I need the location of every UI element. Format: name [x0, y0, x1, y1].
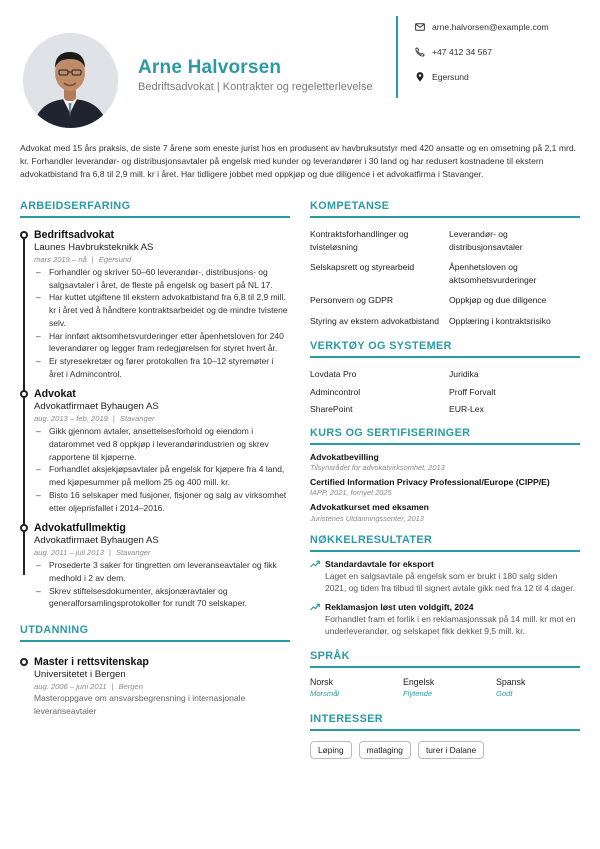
- language-list: [310, 676, 580, 699]
- timeline-dot: [20, 231, 28, 239]
- language-level: Godt: [496, 689, 513, 699]
- contact-location: [415, 72, 469, 82]
- cert-name: Certified Information Privacy Professional/Europe (CIPP/E): [310, 476, 550, 487]
- job-company: Launes Havbruksteknikk AS: [34, 242, 154, 253]
- job-bullet: – Skrev stiftelsesdokumenter, aksjonæravtaler og generalforsamlingsprotokoller for rundt 70 selskaper.: [34, 585, 290, 610]
- job-bullet: – Er styresekretær og fører protokollen fra 10–12 styremøter i året i Admincontrol.: [34, 355, 290, 380]
- timeline-dot: [20, 390, 28, 398]
- job-title: Advokat: [34, 388, 76, 401]
- competence-item: Oppkjøp og due diligence: [449, 295, 547, 305]
- job-bullets: [34, 425, 290, 514]
- cert-issuer: Tilsynsrådet for advokatvirksomhet, 2013: [310, 463, 445, 473]
- map-pin-icon: [415, 72, 425, 82]
- job-entry: [20, 229, 290, 380]
- section-title-competence: KOMPETANSE: [310, 200, 580, 218]
- achievement-description: Forhandlet fram et forlik i en reklamasjonssak på 14 mill. kr mot en underleverandør, og selskapet fikk dekket 9,5 mill. kr.: [325, 613, 576, 637]
- job-period: aug. 2013 – feb. 2019: [34, 414, 108, 424]
- right-column: [310, 200, 580, 759]
- interest-tag: turer i Dalane: [418, 741, 484, 759]
- job-bullet: – Forhandlet aksjekjøpsavtaler på engelsk for kjøpere fra 4 land, med kjøpesummer på mellom 25 og 400 mill. kr.: [34, 463, 290, 488]
- competence-item: Opplæring i kontraktsrisiko: [449, 315, 551, 326]
- interest-tags: [310, 741, 580, 759]
- timeline-dot: [20, 524, 28, 532]
- job-headline: Bedriftsadvokat | Kontrakter og regeletterlevelse: [138, 81, 373, 93]
- competence-item: Åpenhetsloven og aktsomhetsvurderinger: [449, 262, 537, 285]
- section-title-languages: SPRÅK: [310, 650, 580, 668]
- job-period: aug. 2011 – juli 2013: [34, 548, 104, 558]
- job-entry: [20, 522, 290, 610]
- education-description: Masteroppgave om ansvarsbegrensning i internasjonale leveranseavtaler: [34, 693, 246, 716]
- degree-title: Master i rettsvitenskap: [34, 656, 149, 669]
- tool-item: Proff Forvalt: [449, 386, 496, 397]
- job-bullets: [34, 559, 290, 610]
- trend-arrow-icon: [310, 603, 320, 611]
- tool-item: Juridika: [449, 369, 479, 379]
- job-place: Egersund: [98, 255, 132, 264]
- job-bullet: – Forhandler og skriver 50–60 leverandør-, distribusjons- og salgsavtaler i året, de fleste på engelsk og basert på NL 17.: [34, 266, 290, 291]
- competence-item: Personvern og GDPR: [310, 295, 394, 305]
- job-period: mars 2019 – nå: [34, 255, 87, 264]
- profile-summary: Advokat med 15 års praksis, de siste 7 årene som eneste jurist hos en produsent av havbruksutstyr med 420 ansatte og en omsetning på 2,1 mrd. kr. Forhandler leverandør- og distribusjonsavtaler på engelsk med kunder og leverandører i 30 land og har redusert kostnadene til ekstern advokatbistand fra 6,8 til 2,9 mill. kr i året. Har tidligere jobbet med oppkjøp og due diligence i et advokatfirma i Stavanger.: [20, 143, 577, 180]
- achievement-title: Standardavtale for eksport: [325, 558, 434, 569]
- job-bullet: – Bisto 16 selskaper med fusjoner, fisjoner og salg av virksomhet etter oljeprisfallet i 2014–2016.: [34, 489, 290, 514]
- job-meta: aug. 2013 – feb. 2019 | Stavanger: [34, 414, 155, 424]
- person-name: Arne Halvorsen: [138, 57, 282, 78]
- phone-icon: [415, 47, 425, 57]
- tool-item: SharePoint: [310, 404, 353, 414]
- trend-arrow-icon: [310, 560, 320, 568]
- section-title-achievements: NØKKELRESULTATER: [310, 534, 580, 552]
- interest-tag: matlaging: [359, 741, 411, 759]
- competence-item: Kontraktsforhandlinger og tvisteløsning: [310, 229, 409, 252]
- tools-grid: [310, 366, 580, 419]
- profile-photo: [23, 33, 118, 128]
- language-name: Engelsk: [403, 677, 435, 688]
- contact-phone[interactable]: [415, 47, 492, 57]
- experience-timeline: [20, 229, 290, 610]
- job-title: Bedriftsadvokat: [34, 229, 115, 241]
- job-title: Advokatfullmektig: [34, 522, 126, 535]
- email-text[interactable]: arne.halvorsen@example.com: [432, 22, 549, 32]
- job-bullet: – Har innført aktsomhetsvurderinger etter åpenhetsloven for 240 leverandører og legger fram redegjørelsen for styret hvert år.: [34, 330, 290, 355]
- language-level: Flytende: [403, 689, 433, 699]
- tool-item: Lovdata Pro: [310, 369, 357, 379]
- header-divider: [396, 16, 398, 98]
- section-title-experience: ARBEIDSERFARING: [20, 200, 290, 218]
- achievement-title: Reklamasjon løst uten voldgift, 2024: [325, 601, 474, 612]
- language-name: Spansk: [496, 677, 526, 688]
- job-company: Advokatfirmaet Byhaugen AS: [34, 401, 159, 413]
- language-item: [403, 676, 496, 699]
- job-place: Stavanger: [115, 548, 151, 558]
- education-entry: [20, 656, 290, 717]
- education-timeline: [20, 656, 290, 717]
- job-meta: mars 2019 – nå | Egersund: [34, 255, 132, 264]
- left-column: [20, 200, 290, 717]
- interest-tag: Løping: [310, 741, 352, 759]
- location-text: Egersund: [432, 72, 469, 82]
- tool-item: Admincontrol: [310, 386, 361, 397]
- section-title-certs: KURS OG SERTIFISERINGER: [310, 427, 580, 445]
- competence-grid: [310, 228, 580, 327]
- section-title-tools: VERKTØY OG SYSTEMER: [310, 340, 580, 358]
- cert-list: [310, 452, 580, 525]
- timeline-dot: [20, 658, 28, 666]
- competence-item: Leverandør- og distribusjonsavtaler: [449, 229, 523, 252]
- job-bullet: – Gikk gjennom avtaler, ansettelsesforhold og eiendom i datarommet ved 8 oppkjøp i leverandørindustrien og skrev rapportene til kjøperne.: [34, 425, 290, 463]
- education-meta: aug. 2006 – juni 2011 | Bergen: [34, 682, 143, 692]
- job-company: Advokatfirmaet Byhaugen AS: [34, 535, 159, 547]
- competence-item: Styring av ekstern advokatbistand: [310, 315, 439, 326]
- achievement-item: [310, 601, 580, 638]
- job-place: Stavanger: [119, 414, 155, 424]
- cert-name: Advokatbevilling: [310, 451, 379, 462]
- section-title-education: UTDANNING: [20, 624, 290, 642]
- job-entry: [20, 388, 290, 514]
- contact-email[interactable]: [415, 22, 549, 32]
- phone-text[interactable]: +47 412 34 567: [432, 47, 492, 57]
- language-level: Morsmål: [310, 689, 340, 699]
- envelope-icon: [415, 22, 425, 32]
- job-bullet: – Har kuttet utgiftene til ekstern advokatbistand fra 6,8 til 2,9 mill. kr i året ved å håndtere kontraktsarbeidet og de mindre tvistene selv.: [34, 291, 290, 329]
- cert-issuer: Juristenes Utdanningssenter, 2013: [310, 513, 424, 523]
- job-bullet: – Prosederte 3 saker for tingretten om leveranseavtaler og fikk medhold i 2 av dem.: [34, 559, 290, 584]
- language-item: [310, 676, 403, 699]
- job-bullets: [34, 266, 290, 380]
- avatar-illustration: [23, 33, 118, 128]
- competence-item: Selskapsrett og styrearbeid: [310, 262, 415, 272]
- resume-header: [0, 0, 600, 140]
- achievement-item: [310, 558, 580, 595]
- achievement-description: Laget en salgsavtale på engelsk som er brukt i 180 salg siden 2021, og tiden fra tilbud til signert avtale gikk ned fra 12 til 4 dager.: [325, 570, 575, 594]
- section-title-interests: INTERESSER: [310, 713, 580, 731]
- cert-name: Advokatkurset med eksamen: [310, 502, 429, 513]
- language-item: [496, 676, 580, 699]
- language-name: Norsk: [310, 677, 333, 688]
- education-place: Bergen: [118, 682, 143, 692]
- tool-item: EUR-Lex: [449, 404, 484, 414]
- education-period: aug. 2006 – juni 2011: [34, 682, 107, 692]
- job-meta: aug. 2011 – juli 2013 | Stavanger: [34, 548, 151, 558]
- school-name: Universitetet i Bergen: [34, 669, 126, 681]
- cert-issuer: IAPP, 2021, fornyet 2025: [310, 488, 392, 498]
